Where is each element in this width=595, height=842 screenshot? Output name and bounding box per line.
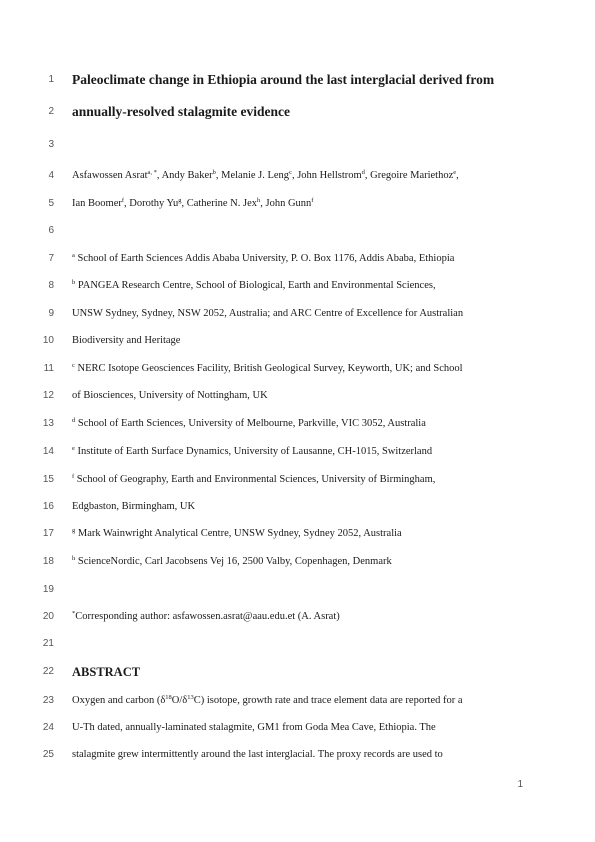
corresponding-author: *Corresponding author: asfawossen.asrat@aau.edu.et (A. Asrat) xyxy=(72,610,340,622)
manuscript-line xyxy=(0,276,595,296)
affiliation-f: $^f$ School of Geography, Earth and Environmental Sciences, University of Birmingham, xyxy=(72,473,436,485)
paper-title-line-1: Paleoclimate change in Ethiopia around the last interglacial derived from xyxy=(72,72,495,87)
manuscript-line xyxy=(0,386,595,406)
line-number: 4 xyxy=(48,170,54,181)
manuscript-line xyxy=(0,634,595,654)
manuscript-line xyxy=(0,470,595,490)
author-list-continued: Ian Boomer$^f$, Dorothy Yu$^g$, Catherine N. Jex$^h$, John Gunn$^f$ xyxy=(72,197,314,209)
abstract-text: stalagmite grew intermittently around the last interglacial. The proxy records are used to xyxy=(72,749,443,760)
affiliation-f-continued: Edgbaston, Birmingham, UK xyxy=(72,501,196,512)
author-name: John Hellstrom xyxy=(297,170,362,181)
affiliation-marker: b xyxy=(212,169,216,176)
manuscript-line xyxy=(0,221,595,241)
manuscript-line xyxy=(0,331,595,351)
line-number: 7 xyxy=(48,253,54,264)
line-number: 6 xyxy=(48,225,54,236)
manuscript-line xyxy=(0,166,595,186)
manuscript-line xyxy=(0,691,595,711)
affiliation-b: $^b$ PANGEA Research Centre, School of Biological, Earth and Environmental Sciences, xyxy=(72,279,436,291)
line-number: 20 xyxy=(42,611,54,622)
manuscript-line xyxy=(0,135,595,155)
line-number: 12 xyxy=(42,390,54,401)
affiliation-marker: e xyxy=(453,169,457,176)
affiliation-g: $^g$ Mark Wainwright Analytical Centre, UNSW Sydney, Sydney 2052, Australia xyxy=(72,527,402,539)
affiliation-b-continued: UNSW Sydney, Sydney, NSW 2052, Australia; and ARC Centre of Excellence for Australian xyxy=(72,308,464,319)
author-name: Melanie J. Leng xyxy=(221,170,290,181)
manuscript-line xyxy=(0,580,595,600)
line-number: 18 xyxy=(42,556,54,567)
affiliation-marker: h xyxy=(256,197,261,204)
line-number: 3 xyxy=(48,139,54,150)
manuscript-line xyxy=(0,497,595,517)
page-number: 1 xyxy=(517,779,523,790)
abstract-text: Oxygen and carbon $(\delta^{18}O/\delta^{13}C)$ isotope, growth rate and trace element data are reported for a xyxy=(72,694,463,706)
affiliation-c: $^c$ NERC Isotope Geosciences Facility, British Geological Survey, Keyworth, UK; and School xyxy=(72,362,463,374)
line-number: 25 xyxy=(42,749,54,760)
author-name: Gregoire Mariethoz xyxy=(370,170,454,181)
affiliation-b-continued: Biodiversity and Heritage xyxy=(72,335,181,346)
manuscript-line xyxy=(0,249,595,269)
abstract-text: U-Th dated, annually-laminated stalagmite, GM1 from Goda Mea Cave, Ethiopia. The xyxy=(72,722,436,733)
manuscript-line xyxy=(0,662,595,682)
manuscript-line xyxy=(0,414,595,434)
affiliation-d: $^d$ School of Earth Sciences, University of Melbourne, Parkville, VIC 3052, Australia xyxy=(72,417,426,429)
manuscript-line xyxy=(0,70,595,90)
line-number: 10 xyxy=(42,335,54,346)
author-name: Asfawossen Asrat xyxy=(72,170,148,181)
manuscript-line xyxy=(0,524,595,544)
manuscript-line xyxy=(0,304,595,324)
line-number: 9 xyxy=(48,308,54,319)
line-number: 19 xyxy=(42,584,54,595)
manuscript-line xyxy=(0,552,595,572)
line-number: 21 xyxy=(42,638,54,649)
affiliation-marker: c xyxy=(289,169,292,176)
affiliation-marker: f xyxy=(121,197,125,204)
line-number: 1 xyxy=(48,74,54,85)
affiliation-a: $^a$ School of Earth Sciences Addis Ababa University, P. O. Box 1176, Addis Ababa, Ethiopia xyxy=(72,252,455,264)
line-number: 23 xyxy=(42,695,54,706)
affiliation-marker: f xyxy=(311,197,314,204)
author-name: Catherine N. Jex xyxy=(186,198,257,209)
line-number: 24 xyxy=(42,722,54,733)
line-number: 16 xyxy=(42,501,54,512)
line-number: 17 xyxy=(42,528,54,539)
paper-title-line-2: annually-resolved stalagmite evidence xyxy=(72,104,290,119)
manuscript-line xyxy=(0,745,595,765)
affiliation-marker: g xyxy=(178,197,182,204)
manuscript-line xyxy=(0,359,595,379)
line-number: 2 xyxy=(48,106,54,117)
affiliation-c-continued: of Biosciences, University of Nottingham, UK xyxy=(72,390,268,401)
affiliation-marker: a, * xyxy=(147,169,157,176)
line-number: 5 xyxy=(48,198,54,209)
line-number: 15 xyxy=(42,474,54,485)
manuscript-line xyxy=(0,718,595,738)
affiliation-h: $^h$ ScienceNordic, Carl Jacobsens Vej 16, 2500 Valby, Copenhagen, Denmark xyxy=(72,555,392,567)
manuscript-line xyxy=(0,442,595,462)
author-list: Asfawossen Asrat$^{a, *}$, Andy Baker$^b$, Melanie J. Leng$^c$, John Hellstrom$^d$, Gregoire Mariethoz$^e$, xyxy=(72,169,459,181)
affiliation-e: $^e$ Institute of Earth Surface Dynamics, University of Lausanne, CH-1015, Switzerland xyxy=(72,445,433,457)
manuscript-line xyxy=(0,194,595,214)
affiliation-marker: d xyxy=(361,169,365,176)
author-name: John Gunn xyxy=(265,198,312,209)
line-number: 14 xyxy=(42,446,54,457)
abstract-heading: ABSTRACT xyxy=(72,665,141,679)
line-number: 13 xyxy=(42,418,54,429)
manuscript-line xyxy=(0,102,595,122)
author-name: Andy Baker xyxy=(161,170,213,181)
line-number: 11 xyxy=(43,363,54,374)
line-number: 22 xyxy=(42,666,54,677)
author-name: Ian Boomer xyxy=(72,198,122,209)
author-name: Dorothy Yu xyxy=(129,198,179,209)
manuscript-line xyxy=(0,607,595,627)
line-number: 8 xyxy=(48,280,54,291)
